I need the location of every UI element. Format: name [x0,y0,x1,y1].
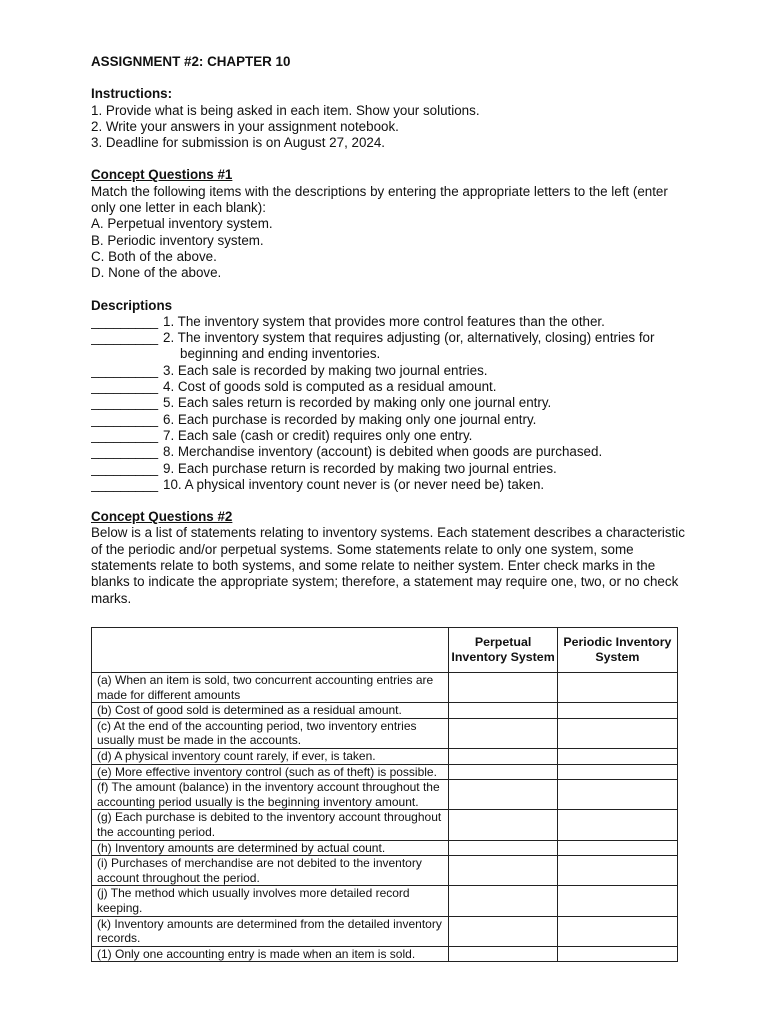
perpetual-column-header: Perpetual Inventory System [449,628,557,673]
perpetual-check-cell[interactable] [449,748,557,764]
document-body [91,54,691,607]
statement-cell: (c) At the end of the accounting period, two inventory entries usually must be made in the accounts. [92,718,449,748]
table-row [92,764,678,780]
description-text [163,330,691,363]
descriptions-list [91,314,691,493]
statement-column-header [92,628,449,673]
perpetual-check-cell[interactable] [449,886,557,916]
description-row [91,461,691,477]
statement-cell: (i) Purchases of merchandise are not debited to the inventory account throughout the period. [92,856,449,886]
assignment-title: ASSIGNMENT #2: CHAPTER 10 [91,54,291,69]
periodic-column-header: Periodic Inventory System [557,628,677,673]
perpetual-check-cell[interactable] [449,840,557,856]
statement-cell: (1) Only one accounting entry is made when an item is sold. [92,946,449,962]
description-row [91,379,691,395]
instruction-item: 1. Provide what is being asked in each item. Show your solutions. [91,102,480,118]
table-row [92,673,678,703]
description-text: 9. Each purchase return is recorded by making two journal entries. [163,460,557,476]
table-row [92,703,678,719]
cq1-intro: Match the following items with the descriptions by entering the appropriate letters to the left (enter only one letter in each blank): [91,183,668,216]
periodic-check-cell[interactable] [557,673,677,703]
description-text: 3. Each sale is recorded by making two journal entries. [163,362,488,378]
cq1-heading: Concept Questions #1 [91,167,233,183]
answer-blank[interactable]: _________ [91,362,159,378]
perpetual-check-cell[interactable] [449,673,557,703]
option-item: C. Both of the above. [91,248,217,264]
periodic-check-cell[interactable] [557,810,677,840]
statement-cell: (h) Inventory amounts are determined by actual count. [92,840,449,856]
perpetual-check-cell[interactable] [449,946,557,962]
table-row [92,810,678,840]
description-row [91,314,691,330]
answer-blank[interactable]: _________ [91,313,159,329]
perpetual-check-cell[interactable] [449,780,557,810]
periodic-check-cell[interactable] [557,840,677,856]
periodic-check-cell[interactable] [557,856,677,886]
statement-cell: (d) A physical inventory count rarely, if ever, is taken. [92,748,449,764]
description-row [91,477,691,493]
description-row [91,444,691,460]
table-row [92,946,678,962]
periodic-check-cell[interactable] [557,764,677,780]
description-text: 5. Each sales return is recorded by making only one journal entry. [163,395,552,411]
instruction-item: 3. Deadline for submission is on August 27, 2024. [91,135,386,151]
perpetual-check-cell[interactable] [449,916,557,946]
table-row [92,780,678,810]
periodic-check-cell[interactable] [557,780,677,810]
cq2-heading: Concept Questions #2 [91,509,233,525]
description-continuation: beginning and ending inventories. [180,346,381,362]
perpetual-check-cell[interactable] [449,856,557,886]
description-text: 10. A physical inventory count never is (or never need be) taken. [163,476,545,492]
answer-blank[interactable]: _________ [91,395,159,411]
periodic-check-cell[interactable] [557,886,677,916]
periodic-check-cell[interactable] [557,748,677,764]
cq2-intro: Below is a list of statements relating to inventory systems. Each statement describes a characteristic of the periodic and/or perpetual systems. Some statements relate to only one system, some statements relate to both systems, and some relate to neither system. Enter check marks in the blanks to indicate the appropriate system; therefore, a statement may require one, two, or no check marks. [91,525,685,606]
description-text: 6. Each purchase is recorded by making only one journal entry. [163,411,537,427]
periodic-check-cell[interactable] [557,946,677,962]
perpetual-check-cell[interactable] [449,810,557,840]
description-row [91,412,691,428]
table-row [92,748,678,764]
description-line: 2. The inventory system that requires adjusting (or, alternatively, closing) entries for [163,330,655,346]
statement-cell: (f) The amount (balance) in the inventory account throughout the accounting period usually is the beginning inventory amount. [92,780,449,810]
inventory-systems-table [91,627,678,962]
periodic-check-cell[interactable] [557,916,677,946]
option-item: D. None of the above. [91,265,222,281]
answer-blank[interactable]: _________ [91,444,159,460]
perpetual-check-cell[interactable] [449,718,557,748]
answer-blank[interactable]: _________ [91,330,159,346]
descriptions-heading: Descriptions [91,297,173,313]
table-row [92,840,678,856]
answer-blank[interactable]: _________ [91,379,159,395]
statement-cell: (a) When an item is sold, two concurrent accounting entries are made for different amounts [92,673,449,703]
description-row [91,330,691,363]
statement-cell: (k) Inventory amounts are determined from the detailed inventory records. [92,916,449,946]
option-item: A. Perpetual inventory system. [91,216,273,232]
perpetual-check-cell[interactable] [449,764,557,780]
table-row [92,916,678,946]
description-text: 1. The inventory system that provides more control features than the other. [163,313,605,329]
instructions-heading: Instructions: [91,86,173,102]
answer-blank[interactable]: _________ [91,460,159,476]
description-text: 8. Merchandise inventory (account) is debited when goods are purchased. [163,444,603,460]
perpetual-check-cell[interactable] [449,703,557,719]
description-row [91,395,691,411]
description-text: 7. Each sale (cash or credit) requires only one entry. [163,427,473,443]
statement-cell: (j) The method which usually involves more detailed record keeping. [92,886,449,916]
description-row [91,363,691,379]
answer-blank[interactable]: _________ [91,427,159,443]
description-row [91,428,691,444]
statement-cell: (g) Each purchase is debited to the inventory account throughout the accounting period. [92,810,449,840]
answer-blank[interactable]: _________ [91,476,159,492]
statement-cell: (e) More effective inventory control (such as of theft) is possible. [92,764,449,780]
table-row [92,856,678,886]
answer-blank[interactable]: _________ [91,411,159,427]
option-item: B. Periodic inventory system. [91,232,264,248]
description-text: 4. Cost of goods sold is computed as a residual amount. [163,379,497,395]
periodic-check-cell[interactable] [557,703,677,719]
table-row [92,886,678,916]
statement-cell: (b) Cost of good sold is determined as a residual amount. [92,703,449,719]
instruction-item: 2. Write your answers in your assignment notebook. [91,118,399,134]
periodic-check-cell[interactable] [557,718,677,748]
table-header-row [92,628,678,673]
table-row [92,718,678,748]
